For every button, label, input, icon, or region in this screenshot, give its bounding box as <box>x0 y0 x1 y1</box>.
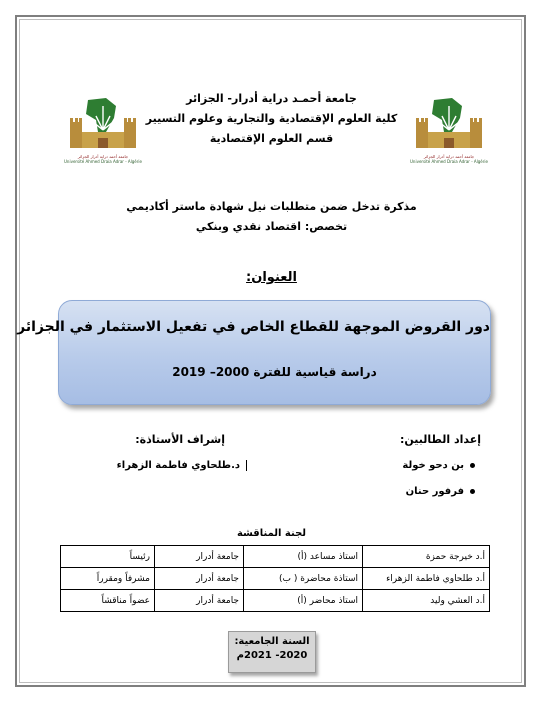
thesis-subtitle: دراسة قياسية للفترة 2000– 2019 <box>172 365 377 379</box>
university-name: جامعة أحمـد دراية أدرار- الجزائر <box>186 92 357 105</box>
table-row: أ.د طلحاوي فاطمة الزهراء استاذة محاضرة ( ب) جامعة أدرار مشرفاً ومقرراً <box>61 568 490 590</box>
supervisor-name: د.طلحاوي فاطمة الزهراء <box>117 460 247 471</box>
table-row: أ.د العشي وليد استاذ محاضر (أ) جامعة أدرار عضواً مناقشاً <box>61 590 490 612</box>
supervisor-label: إشراف الأستاذة: <box>135 433 225 446</box>
thesis-title: دور القروض الموجهة للقطاع الخاص في تفعيل الاستثمار في الجزائر <box>17 319 490 335</box>
bullet-icon <box>470 489 475 494</box>
students-label: إعداد الطالبين: <box>399 433 481 446</box>
logo-caption-left: جامعة أحمد دراية أدرار الجزائر Université Ahmed Draia Adrar - Algérie <box>64 154 142 164</box>
student-item: بن دحو خولة <box>402 460 475 471</box>
thesis-specialty: تخصص: اقتصاد نقدي وبنكي <box>195 220 348 233</box>
jury-label: لجنة المناقشة <box>236 528 307 539</box>
academic-year-label: السنة الجامعية: <box>234 636 310 647</box>
bullet-icon <box>470 463 475 468</box>
logo-caption-right: جامعة أحمد دراية أدرار الجزائر Université Ahmed Draia Adrar - Algérie <box>410 154 488 164</box>
title-label: العنوان: <box>246 270 297 285</box>
academic-year-box <box>228 631 316 673</box>
student-item: فرفور حنان <box>406 486 475 497</box>
thesis-note: مذكرة تدخل ضمن متطلبات نيل شهادة ماستر أكاديمي <box>126 200 417 213</box>
faculty-name: كلية العلوم الإقتصادية والتجارية وعلوم التسيير <box>145 112 398 125</box>
department-name: قسم العلوم الإقتصادية <box>209 132 334 145</box>
academic-year-value: 2020- 2021م <box>236 650 308 661</box>
table-row: أ.د خيرجة حمزة استاذ مساعد (أ) جامعة أدرار رئيساً <box>61 546 490 568</box>
title-box <box>17 300 491 405</box>
jury-table <box>60 545 490 612</box>
